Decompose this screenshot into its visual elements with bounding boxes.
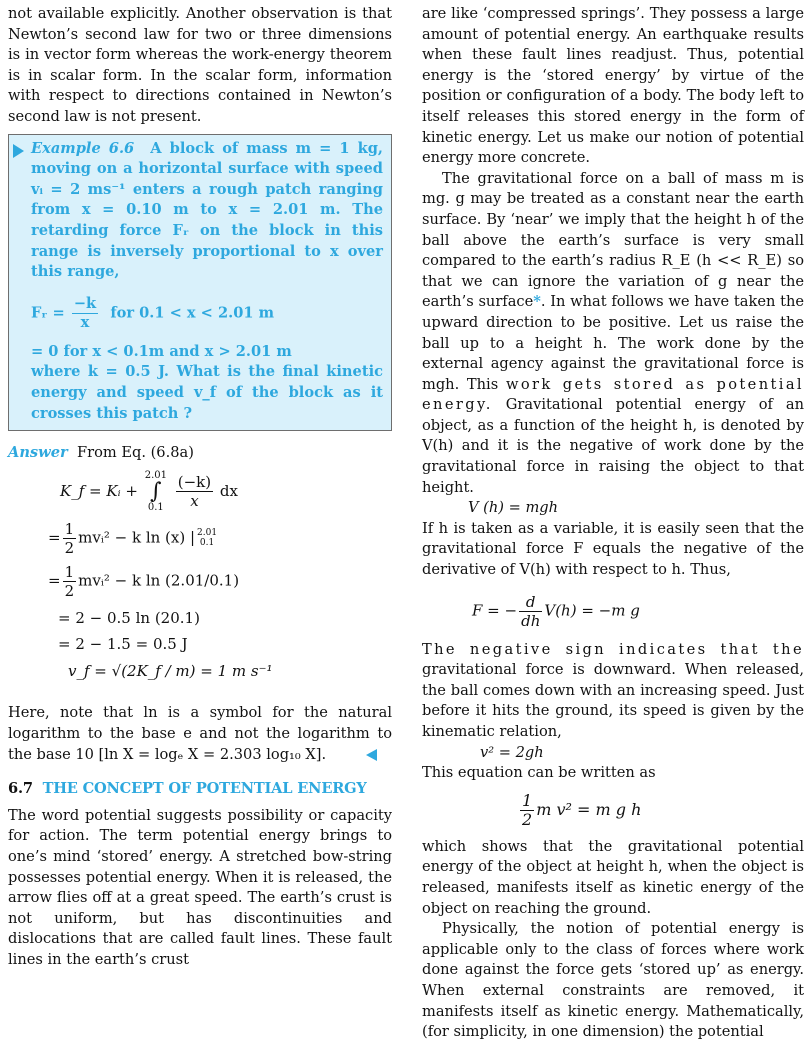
left-column <box>8 4 392 971</box>
ke-fraction <box>520 792 534 829</box>
example-problem: A block of mass m = 1 kg, moving on a horizontal surface with speed vᵢ = 2 ms⁻¹ enters a rough patch ranging from x = 0.10 m to x = 2.01 m. The retarding force Fᵣ on the block in this range is inversely proportional to x over this range, <box>31 139 383 281</box>
neg-sign-text-a: The negative sign indicates that the <box>422 640 804 658</box>
example-force-equation <box>31 295 383 332</box>
grav-text-d: Gravitational potential energy of an object, as a function of the height h, is denoted by V(h) and it is the negative of work done by the gravitational force in raising the object to that height. <box>422 396 805 496</box>
eq1-lhs: K_f = Kᵢ + <box>60 481 138 500</box>
force-den: x <box>80 313 90 331</box>
integral-sign: ∫ <box>150 478 162 504</box>
equation-vf: v_f = √(2K_f / m) = 1 m s⁻¹ <box>68 661 273 680</box>
ke-num: 1 <box>522 790 533 810</box>
paragraph-negative-sign <box>422 640 804 743</box>
right-column <box>422 4 804 1043</box>
derivative-fraction <box>519 593 542 630</box>
eq2-rest: mvᵢ² − k ln (x) | <box>78 528 196 547</box>
deriv-num: d <box>519 593 542 612</box>
half-fraction-2 <box>63 563 77 600</box>
grav-text-c: work gets stored as potential energy. <box>422 375 804 414</box>
example-line2: = 0 for x < 0.1m and x > 2.01 m <box>31 342 292 360</box>
eq1-dx: dx <box>219 481 238 500</box>
example-label: Example 6.6 <box>31 139 135 157</box>
equation-kf-step2 <box>48 520 392 557</box>
force-num: −k <box>73 294 97 312</box>
force-lhs: Fᵣ = <box>31 304 65 322</box>
answer-intro <box>8 443 392 464</box>
equation-vh: V (h) = mgh <box>468 499 559 517</box>
half-den: 2 <box>64 538 75 557</box>
force-deriv-lhs: F = − <box>472 601 518 620</box>
ke-rest: m v² = m g h <box>536 799 642 819</box>
paragraph-derivative: If h is taken as a variable, it is easily seen that the gravitational force F equals the negative of the derivative of V(h) with respect to h. Thus, <box>422 519 804 579</box>
half-fraction <box>63 520 77 557</box>
end-of-example-arrow-icon <box>366 749 377 761</box>
answer-label: Answer <box>8 444 68 462</box>
eq3-equals: = <box>48 571 61 590</box>
section-number: 6.7 <box>8 780 33 798</box>
half-den-2: 2 <box>64 581 75 600</box>
integral-limits <box>145 470 167 514</box>
paragraph-potential: The word potential suggests possibility or capacity for action. The term potential energy brings to one’s mind ‘stored’ energy. A stretched bow-string possesses potential energy. When it is released, the arrow flies off at a great speed. The earth’s crust is not uniform, but has discontinuities and dislocations that are called fault lines. These fault lines in the earth’s crust <box>8 806 392 968</box>
equation-kinematic: v² = 2gh <box>480 743 544 761</box>
section-title: THE CONCEPT OF POTENTIAL ENERGY <box>42 780 367 798</box>
equation-force-derivative <box>472 593 804 630</box>
paragraph-written-as: This equation can be written as <box>422 764 656 782</box>
eq1-fraction <box>176 473 213 510</box>
equation-kf-step4: = 2 − 0.5 ln (20.1) <box>58 608 200 627</box>
example-arrow-icon <box>13 144 24 158</box>
half-num-2: 1 <box>64 562 75 581</box>
paragraph-physically: Physically, the notion of potential energy is applicable only to the class of forces where work done against the force gets ‘stored up’ as energy. When external constraints are removed, it manifests itself as kinetic energy. Mathematically, (for simplicity, in one dimension) the potential <box>422 920 804 1041</box>
equation-kf-integral <box>60 470 392 514</box>
paragraph-ln-note <box>8 703 392 765</box>
eq1-den: x <box>190 492 199 511</box>
example-box <box>8 134 392 432</box>
eq2-limits <box>197 528 217 548</box>
example-question: where k = 0.5 J. What is the final kinetic energy and speed v_f of the block as it crosses this patch ? <box>31 363 383 422</box>
neg-sign-text-b: gravitational force is downward. When released, the ball comes down with an increasing speed. Just before it hits the ground, its speed is given by the kinematic relation, <box>422 661 804 740</box>
grav-text-b: . In what follows we have taken the upward direction to be positive. Let us raise the ball up to a height h. The work done by the external agency against the gravitational force is mgh. This <box>422 293 804 393</box>
eq3-rest: mvᵢ² − k ln (2.01/0.1) <box>78 571 240 590</box>
eq2-sup: 2.01 <box>197 528 218 539</box>
equation-energy <box>518 792 804 829</box>
ke-den: 2 <box>522 809 533 829</box>
answer-intro-text: From Eq. (6.8a) <box>76 444 194 462</box>
footnote-star: * <box>533 293 541 311</box>
paragraph-gravitational <box>422 169 804 499</box>
grav-text-a: The gravitational force on a ball of mass m is mg. g may be treated as a constant near the earth surface. By ‘near’ we imply that the height h of the ball above the earth’s surface is very small compared to the earth’s radius R_E (h << R_E) so that we can ignore the variation of g near the earth’s surface <box>422 169 804 311</box>
eq2-equals: = <box>48 528 61 547</box>
integral-upper: 2.01 <box>144 469 167 481</box>
eq1-num: (−k) <box>177 473 212 492</box>
example-text <box>31 139 383 283</box>
paragraph-manifests: which shows that the gravitational potential energy of the object at height h, when the object is released, manifests itself as kinetic energy of the object on reaching the ground. <box>422 837 804 917</box>
half-num: 1 <box>64 519 75 538</box>
equation-kf-step3 <box>48 563 392 600</box>
eq2-sub: 0.1 <box>199 538 215 549</box>
deriv-den: dh <box>521 611 541 630</box>
ln-note-text: Here, note that ln is a symbol for the natural logarithm to the base e and not the logarithm to the base 10 [ln X = logₑ X = 2.303 log₁₀ X]. <box>8 704 392 763</box>
force-deriv-rest: V(h) = −m g <box>544 601 640 620</box>
integral-lower: 0.1 <box>147 501 164 513</box>
paragraph-springs: are like ‘compressed springs’. They possess a large amount of potential energy. An earthquake results when these fault lines readjust. Thus, potential energy is the ‘stored energy’ by virtue of the position or configuration of a body. The body left to itself releases this stored energy in the form of kinetic energy. Let us make our notion of potential energy more concrete. <box>422 5 804 167</box>
section-heading <box>8 779 392 800</box>
paragraph-intro: not available explicitly. Another observation is that Newton’s second law for two or three dimensions is in vector form whereas the work-energy theorem is in scalar form. In the scalar form, information with respect to directions contained in Newton’s second law is not present. <box>8 5 392 125</box>
force-fraction <box>72 295 98 332</box>
force-range: for 0.1 < x < 2.01 m <box>110 304 275 322</box>
equation-kf-step5: = 2 − 1.5 = 0.5 J <box>58 635 188 654</box>
